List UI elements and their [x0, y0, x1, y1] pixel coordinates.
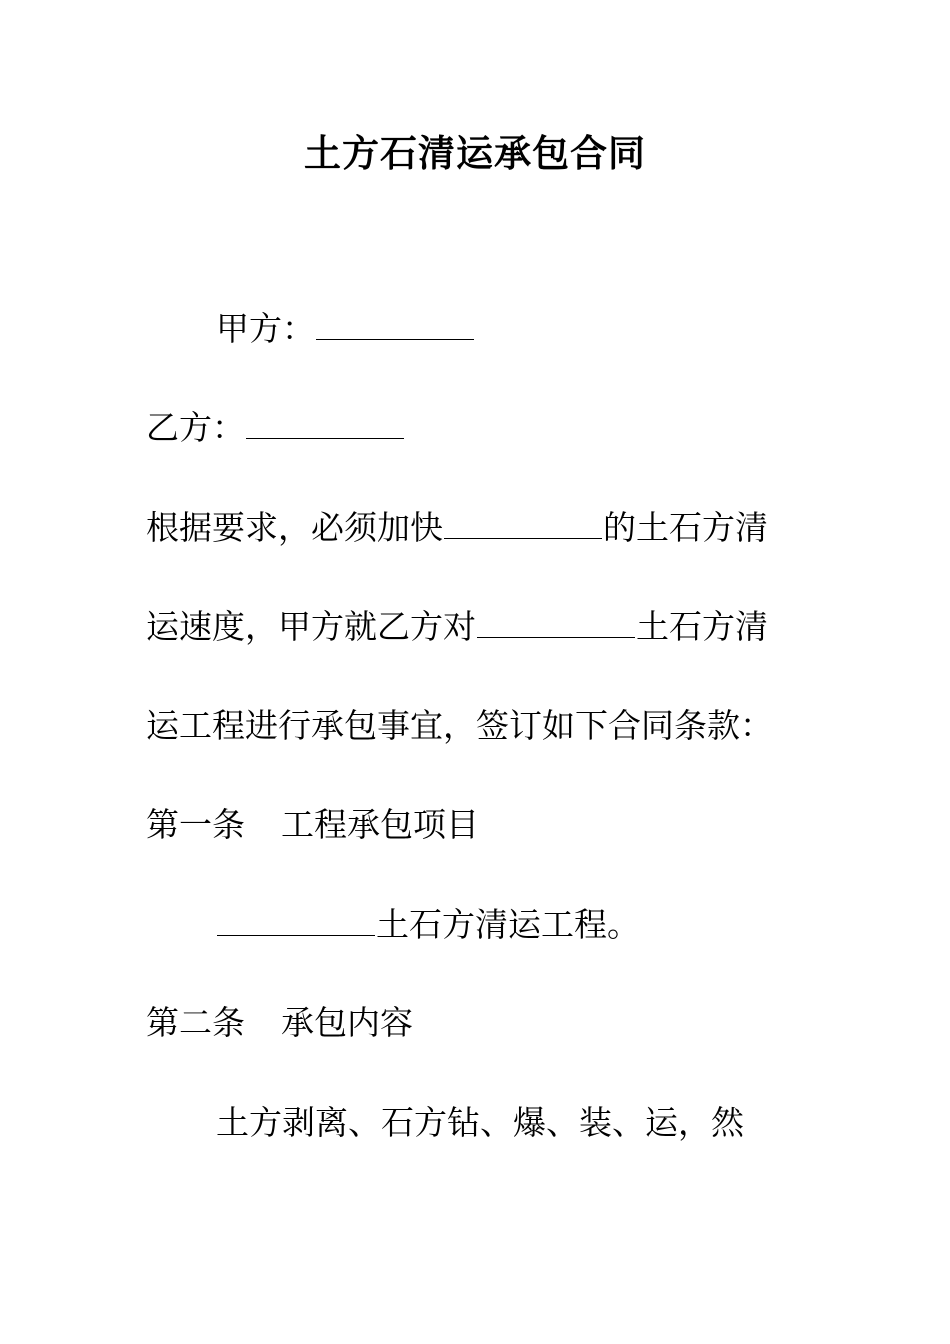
article-2-body: 土方剥离、石方钻、爆、装、运，然 [216, 1103, 744, 1142]
document-title: 土方石清运承包合同 [304, 131, 646, 175]
party-a-line [216, 306, 475, 351]
project-blank-2 [477, 604, 635, 638]
party-b-blank [246, 405, 404, 439]
article-1-body [216, 902, 640, 947]
intro-line-3: 运工程进行承包事宜，签订如下合同条款： [146, 706, 773, 745]
party-a-blank [316, 306, 474, 340]
intro-line-1 [146, 505, 768, 550]
article-1-text: 土石方清运工程。 [376, 905, 640, 944]
article-2-title: 承包内容 [281, 1003, 413, 1042]
article-1-title: 工程承包项目 [281, 805, 479, 844]
article-1-heading [146, 803, 479, 847]
article-1-blank [217, 902, 375, 936]
intro-text-1a: 根据要求，必须加快 [146, 508, 443, 547]
article-2-heading [146, 1001, 413, 1045]
article-2-number: 第二条 [146, 1003, 245, 1042]
intro-line-2 [146, 604, 768, 649]
intro-text-2b: 土石方清 [636, 607, 768, 646]
party-a-label: 甲方： [216, 309, 315, 348]
intro-text-2a: 运速度，甲方就乙方对 [146, 607, 476, 646]
intro-text-1b: 的土石方清 [603, 508, 768, 547]
article-1-number: 第一条 [146, 805, 245, 844]
project-blank [444, 505, 602, 539]
party-b-label: 乙方： [146, 408, 245, 447]
party-b-line [146, 405, 405, 450]
